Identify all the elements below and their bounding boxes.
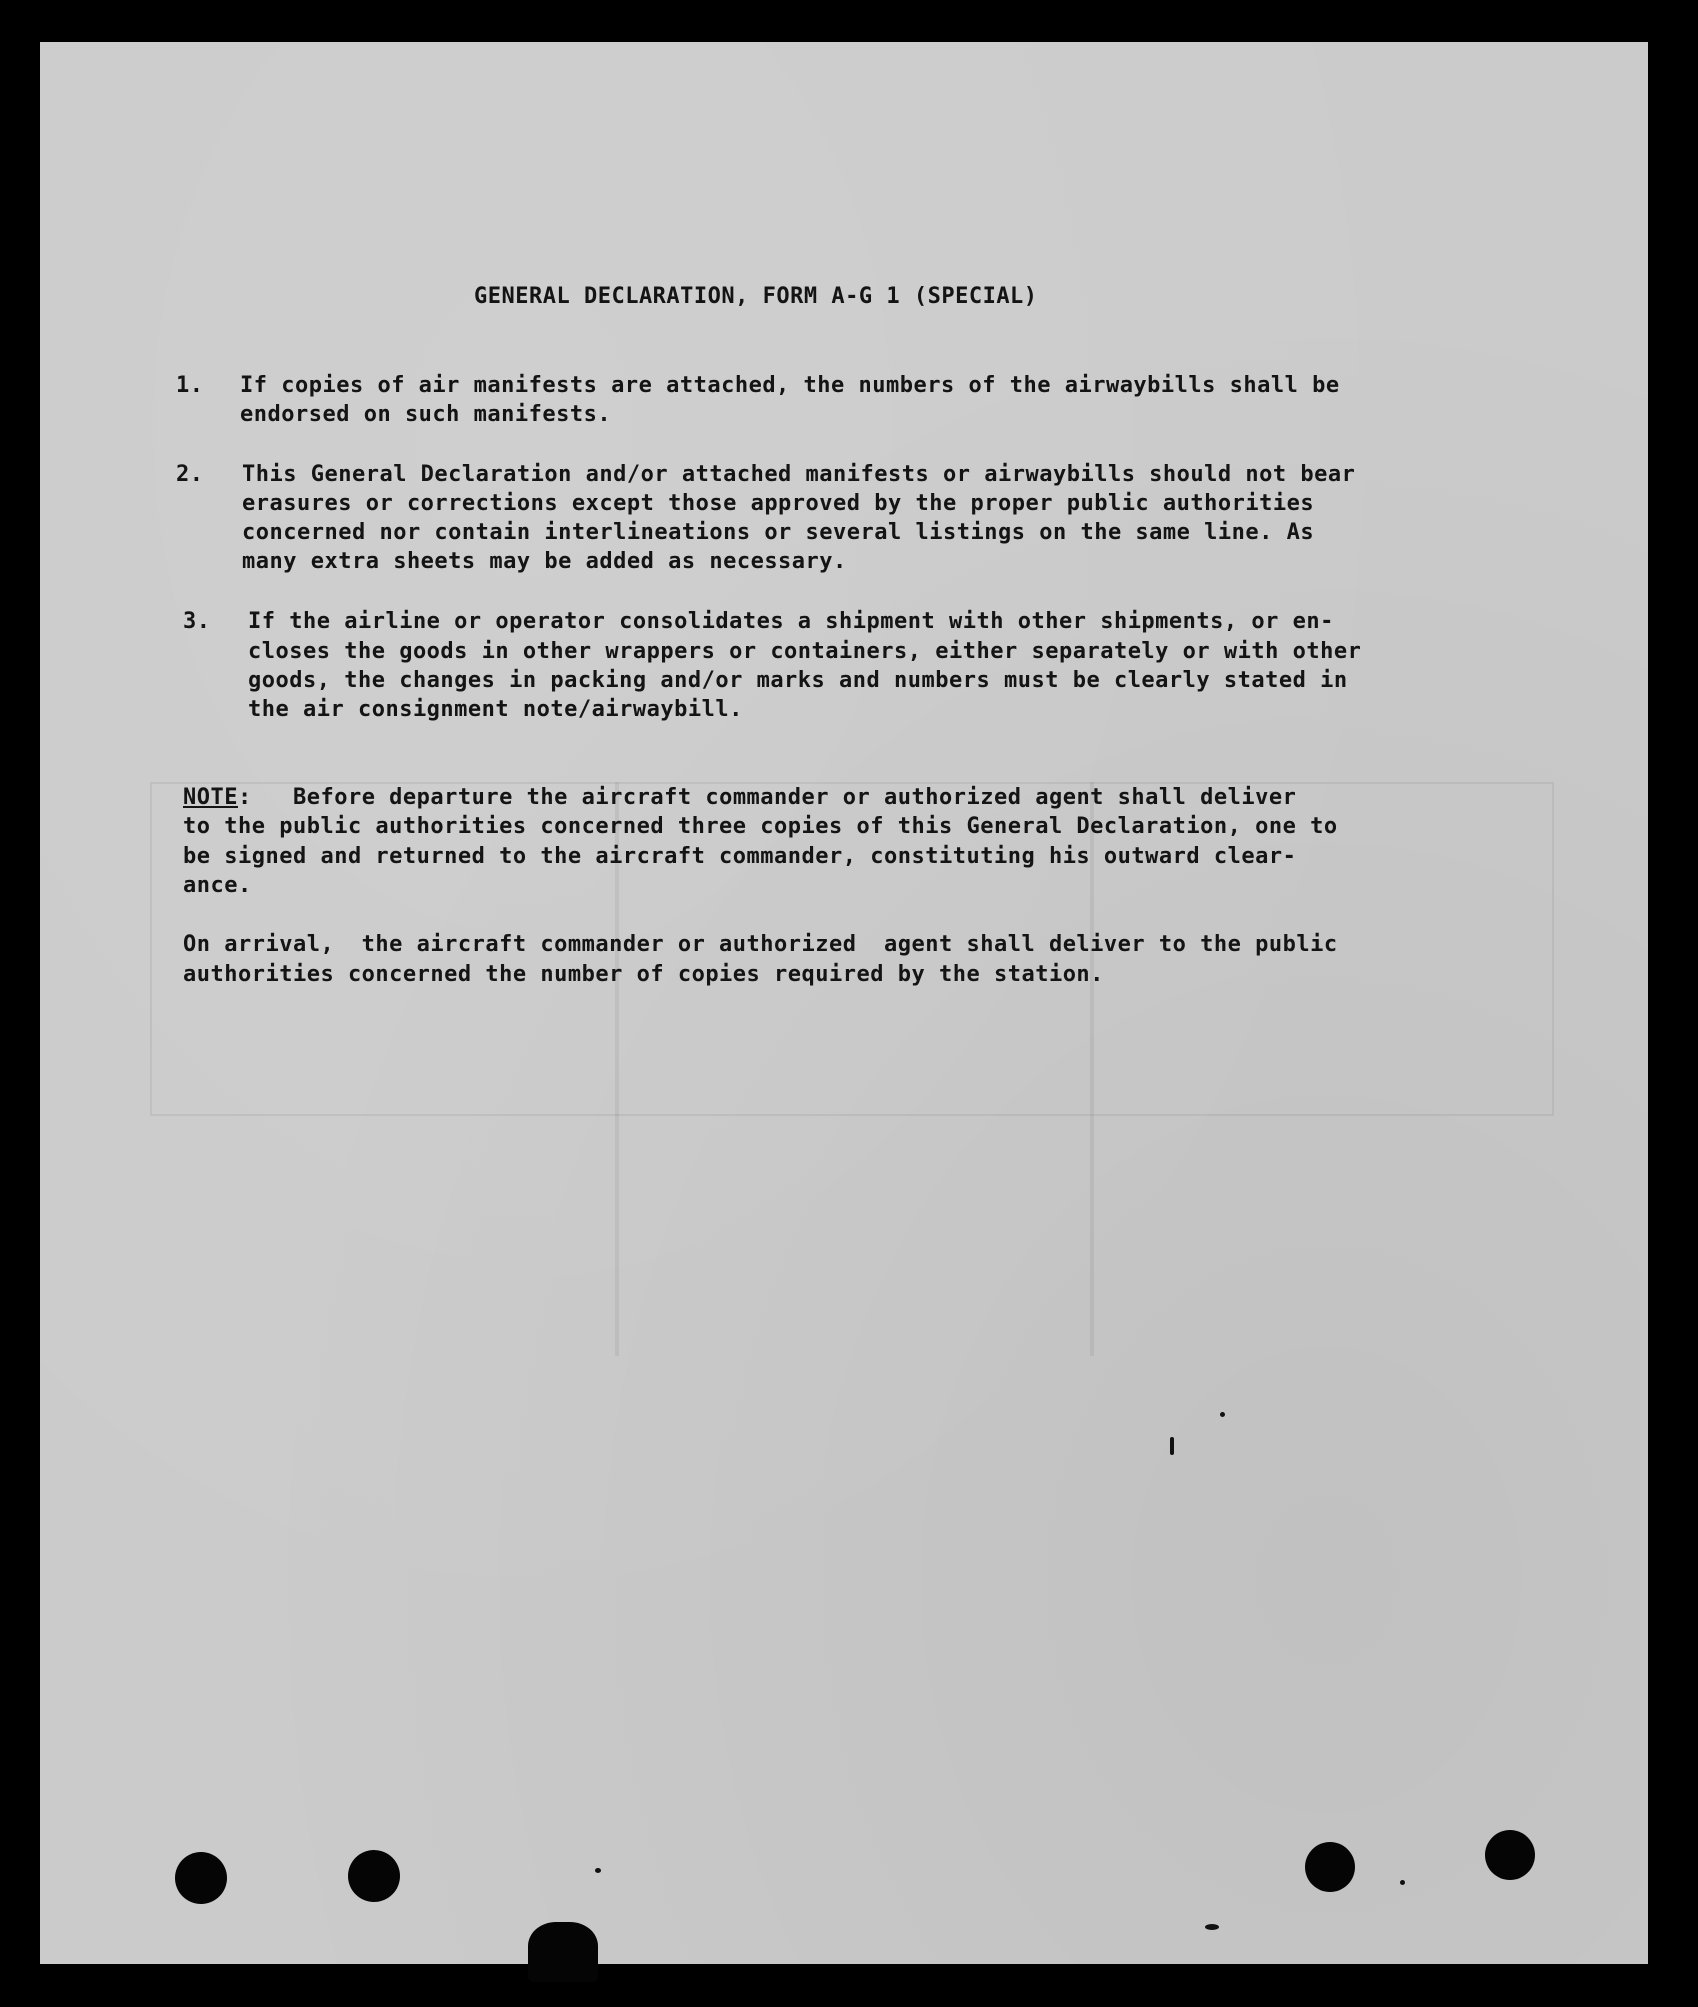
item-number: 2.: [176, 462, 204, 487]
item-line: If the airline or operator consolidates a shipment with other shipments, or en-: [248, 609, 1334, 634]
item-line: erasures or corrections except those approved by the proper public authorities: [242, 491, 1315, 516]
item-number: 3.: [183, 609, 211, 634]
note-label: NOTE: [183, 785, 238, 810]
note-text: Before departure the aircraft commander or authorized agent shall deliver: [251, 785, 1297, 810]
item-line: This General Declaration and/or attached manifests or airwaybills should not bear: [242, 462, 1356, 487]
item-line: If copies of air manifests are attached, the numbers of the airwaybills shall be: [240, 373, 1340, 398]
arrival-line: authorities concerned the number of copies required by the station.: [183, 962, 1104, 987]
item-line: many extra sheets may be added as necessary.: [242, 549, 847, 574]
note-colon: :: [237, 785, 252, 810]
item-number: 1.: [176, 373, 204, 398]
note-line: ance.: [183, 873, 252, 898]
item-line: concerned nor contain interlineations or several listings on the same line. As: [242, 520, 1315, 545]
item-line: closes the goods in other wrappers or containers, either separately or with other: [248, 639, 1362, 664]
arrival-line: On arrival, the aircraft commander or authorized agent shall deliver to the public: [183, 932, 1338, 957]
item-line: goods, the changes in packing and/or marks and numbers must be clearly stated in: [248, 668, 1348, 693]
note-first-line: [183, 783, 1296, 812]
note-line: to the public authorities concerned three copies of this General Declaration, one to: [183, 814, 1338, 839]
item-line: the air consignment note/airwaybill.: [248, 697, 743, 722]
document-title: GENERAL DECLARATION, FORM A-G 1 (SPECIAL): [474, 284, 1038, 309]
note-line: be signed and returned to the aircraft commander, constituting his outward clear-: [183, 844, 1297, 869]
item-line: endorsed on such manifests.: [240, 402, 612, 427]
